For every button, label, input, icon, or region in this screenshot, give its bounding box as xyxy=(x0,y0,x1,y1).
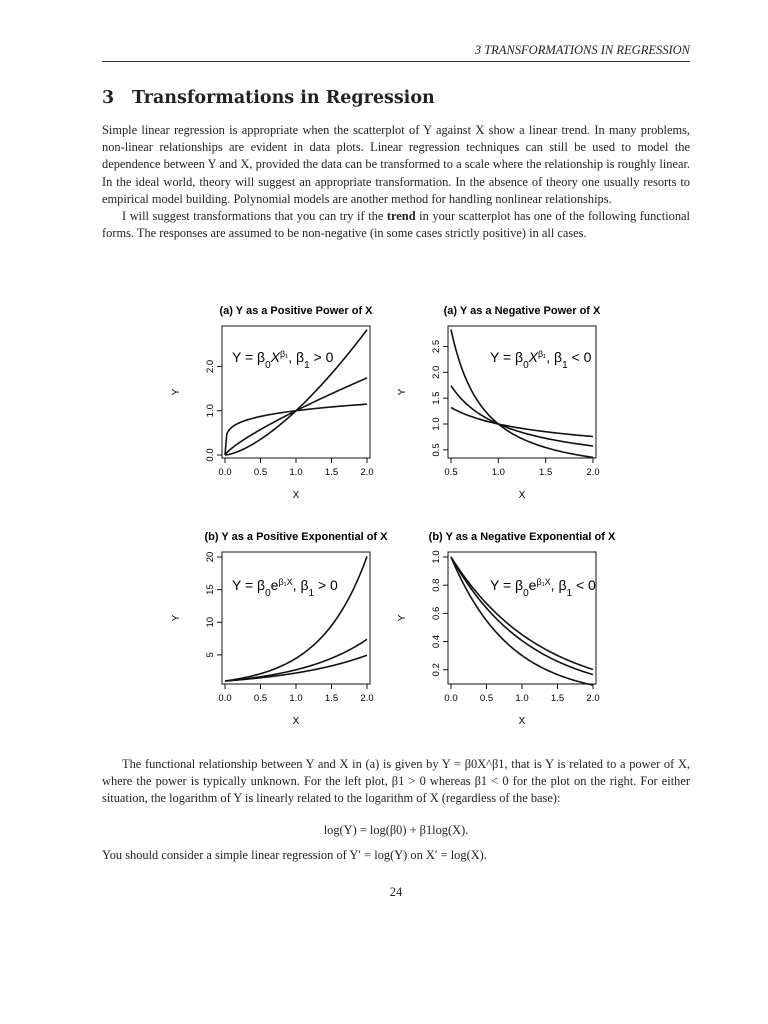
x-axis-label: X xyxy=(292,490,300,501)
x-tick-label: 0.0 xyxy=(218,467,232,478)
x-tick-label: 2.0 xyxy=(360,467,374,478)
y-tick-label: 1.0 xyxy=(205,404,216,418)
paragraph-2-start: I will suggest transformations that you can try if the xyxy=(122,209,387,224)
chart-title: (b) Y as a Negative Exponential of X xyxy=(428,531,616,543)
x-tick-label: 0.5 xyxy=(253,693,268,704)
section-title-text: Transformations in Regression xyxy=(132,88,435,108)
figure-panels xyxy=(160,298,620,738)
header-rule xyxy=(102,61,690,62)
model-annotation: $Y = \beta_0e^{\beta_1X}$, $\beta_1 > 0$ xyxy=(232,577,338,599)
chart-panel-1 xyxy=(171,305,374,501)
x-tick-label: 0.5 xyxy=(479,693,494,704)
x-axis-label: X xyxy=(518,490,526,501)
page-number: 24 xyxy=(389,885,403,899)
curve-2 xyxy=(225,378,367,455)
curve-3 xyxy=(451,557,593,669)
chart-title: (b) Y as a Positive Exponential of X xyxy=(204,531,388,543)
chart-title: (a) Y as a Positive Power of X xyxy=(219,305,373,317)
model-annotation: $Y = \beta_0e^{\beta_1X}$, $\beta_1 < 0$ xyxy=(490,577,596,599)
discussion-text xyxy=(102,756,690,808)
curve-2 xyxy=(451,386,593,446)
model-annotation: $Y = \beta_0X^{\beta_1}$, $\beta_1 < 0$ xyxy=(490,349,592,371)
y-tick-label: 1.0 xyxy=(431,550,442,564)
x-tick-label: 0.5 xyxy=(444,467,458,478)
x-tick-label: 1.5 xyxy=(324,467,339,478)
plot-frame xyxy=(222,552,370,684)
paragraph-1: Simple linear regression is appropriate when the scatterplot of Y against X show a linear trend. In many problems, non-linear relationships are evident in data plots. Linear regression techniques can still be used to model the dependence between Y and X, provided the data can be transformed to a scale where the relationship is roughly linear. In the ideal world, theory will suggest an appropriate transformation. In the absence of theory one usually resorts to empirical model building. Polynomial models are another method for handling nonlinear relationships. xyxy=(102,123,690,206)
x-tick-label: 1.0 xyxy=(515,693,529,704)
y-tick-label: 1.0 xyxy=(431,417,442,431)
y-tick-label: 2.0 xyxy=(431,365,442,379)
y-tick-label: 0.2 xyxy=(431,663,442,677)
x-tick-label: 0.5 xyxy=(253,467,268,478)
y-tick-label: 15 xyxy=(205,584,216,595)
x-tick-label: 2.0 xyxy=(586,467,600,478)
y-tick-label: 10 xyxy=(205,616,216,628)
chart-panel-4 xyxy=(397,531,616,727)
y-axis-label: Y xyxy=(171,388,182,396)
section-title xyxy=(102,88,435,108)
y-tick-label: 0.4 xyxy=(431,634,442,649)
paragraph-4: You should consider a simple linear regression of Y′ = log(Y) on X′ = log(X). xyxy=(102,848,487,862)
x-tick-label: 1.0 xyxy=(289,693,303,704)
x-tick-label: 0.0 xyxy=(218,693,232,704)
paragraph-3: The functional relationship between Y and X in (a) is given by Y = β0X^β1, that is Y is related to a power of X, where the power is typically unknown. For the left plot, β1 > 0 whereas β1 < 0 for the plot on the right. For either situation, the logarithm of Y is linearly related to the logarithm of X (regardless of the base): xyxy=(102,757,690,806)
y-tick-label: 0.0 xyxy=(205,448,216,462)
curve-2 xyxy=(451,557,593,675)
closing-text xyxy=(102,847,690,864)
y-tick-label: 0.8 xyxy=(431,578,442,592)
x-tick-label: 1.5 xyxy=(550,693,565,704)
y-tick-label: 0.5 xyxy=(431,443,442,457)
paragraph-2-bold: trend xyxy=(386,209,416,224)
x-tick-label: 2.0 xyxy=(586,693,600,704)
figure-svg xyxy=(160,298,620,738)
y-axis-label: Y xyxy=(397,614,408,622)
intro-text xyxy=(102,122,690,242)
x-axis-label: X xyxy=(292,716,300,727)
y-tick-label: 1.5 xyxy=(431,391,442,405)
x-tick-label: 1.5 xyxy=(539,467,553,478)
x-tick-label: 2.0 xyxy=(360,693,374,704)
y-tick-label: 2.5 xyxy=(431,339,442,354)
x-axis-label: X xyxy=(518,716,526,727)
x-tick-label: 1.0 xyxy=(289,467,303,478)
x-tick-label: 1.0 xyxy=(491,467,505,478)
y-tick-label: 0.6 xyxy=(431,606,442,620)
log-equation: log(Y) = log(β0) + β1log(X). xyxy=(323,823,469,837)
paragraph-2 xyxy=(102,208,690,242)
x-tick-label: 1.5 xyxy=(324,693,339,704)
chart-panel-3 xyxy=(171,531,388,727)
y-tick-label: 20 xyxy=(205,551,216,563)
x-tick-label: 0.0 xyxy=(444,693,458,704)
chart-panel-2 xyxy=(397,305,601,501)
paragraph-2-end: in your scatterplot has one of the following functional forms. The responses are assumed to be non-negative (in some cases strictly positive) in all cases. xyxy=(102,209,690,241)
y-axis-label: Y xyxy=(171,614,182,622)
section-number: 3 xyxy=(102,88,115,108)
plot-frame xyxy=(222,326,370,458)
curve-2 xyxy=(225,639,367,681)
y-axis-label: Y xyxy=(397,388,408,396)
y-tick-label: 2.0 xyxy=(205,359,216,374)
running-head: 3 TRANSFORMATIONS IN REGRESSION xyxy=(474,43,690,57)
chart-title: (a) Y as a Negative Power of X xyxy=(443,305,601,317)
plot-frame xyxy=(448,552,596,684)
model-annotation: $Y = \beta_0X^{\beta_1}$, $\beta_1 > 0$ xyxy=(232,349,334,371)
y-tick-label: 5 xyxy=(205,652,216,658)
